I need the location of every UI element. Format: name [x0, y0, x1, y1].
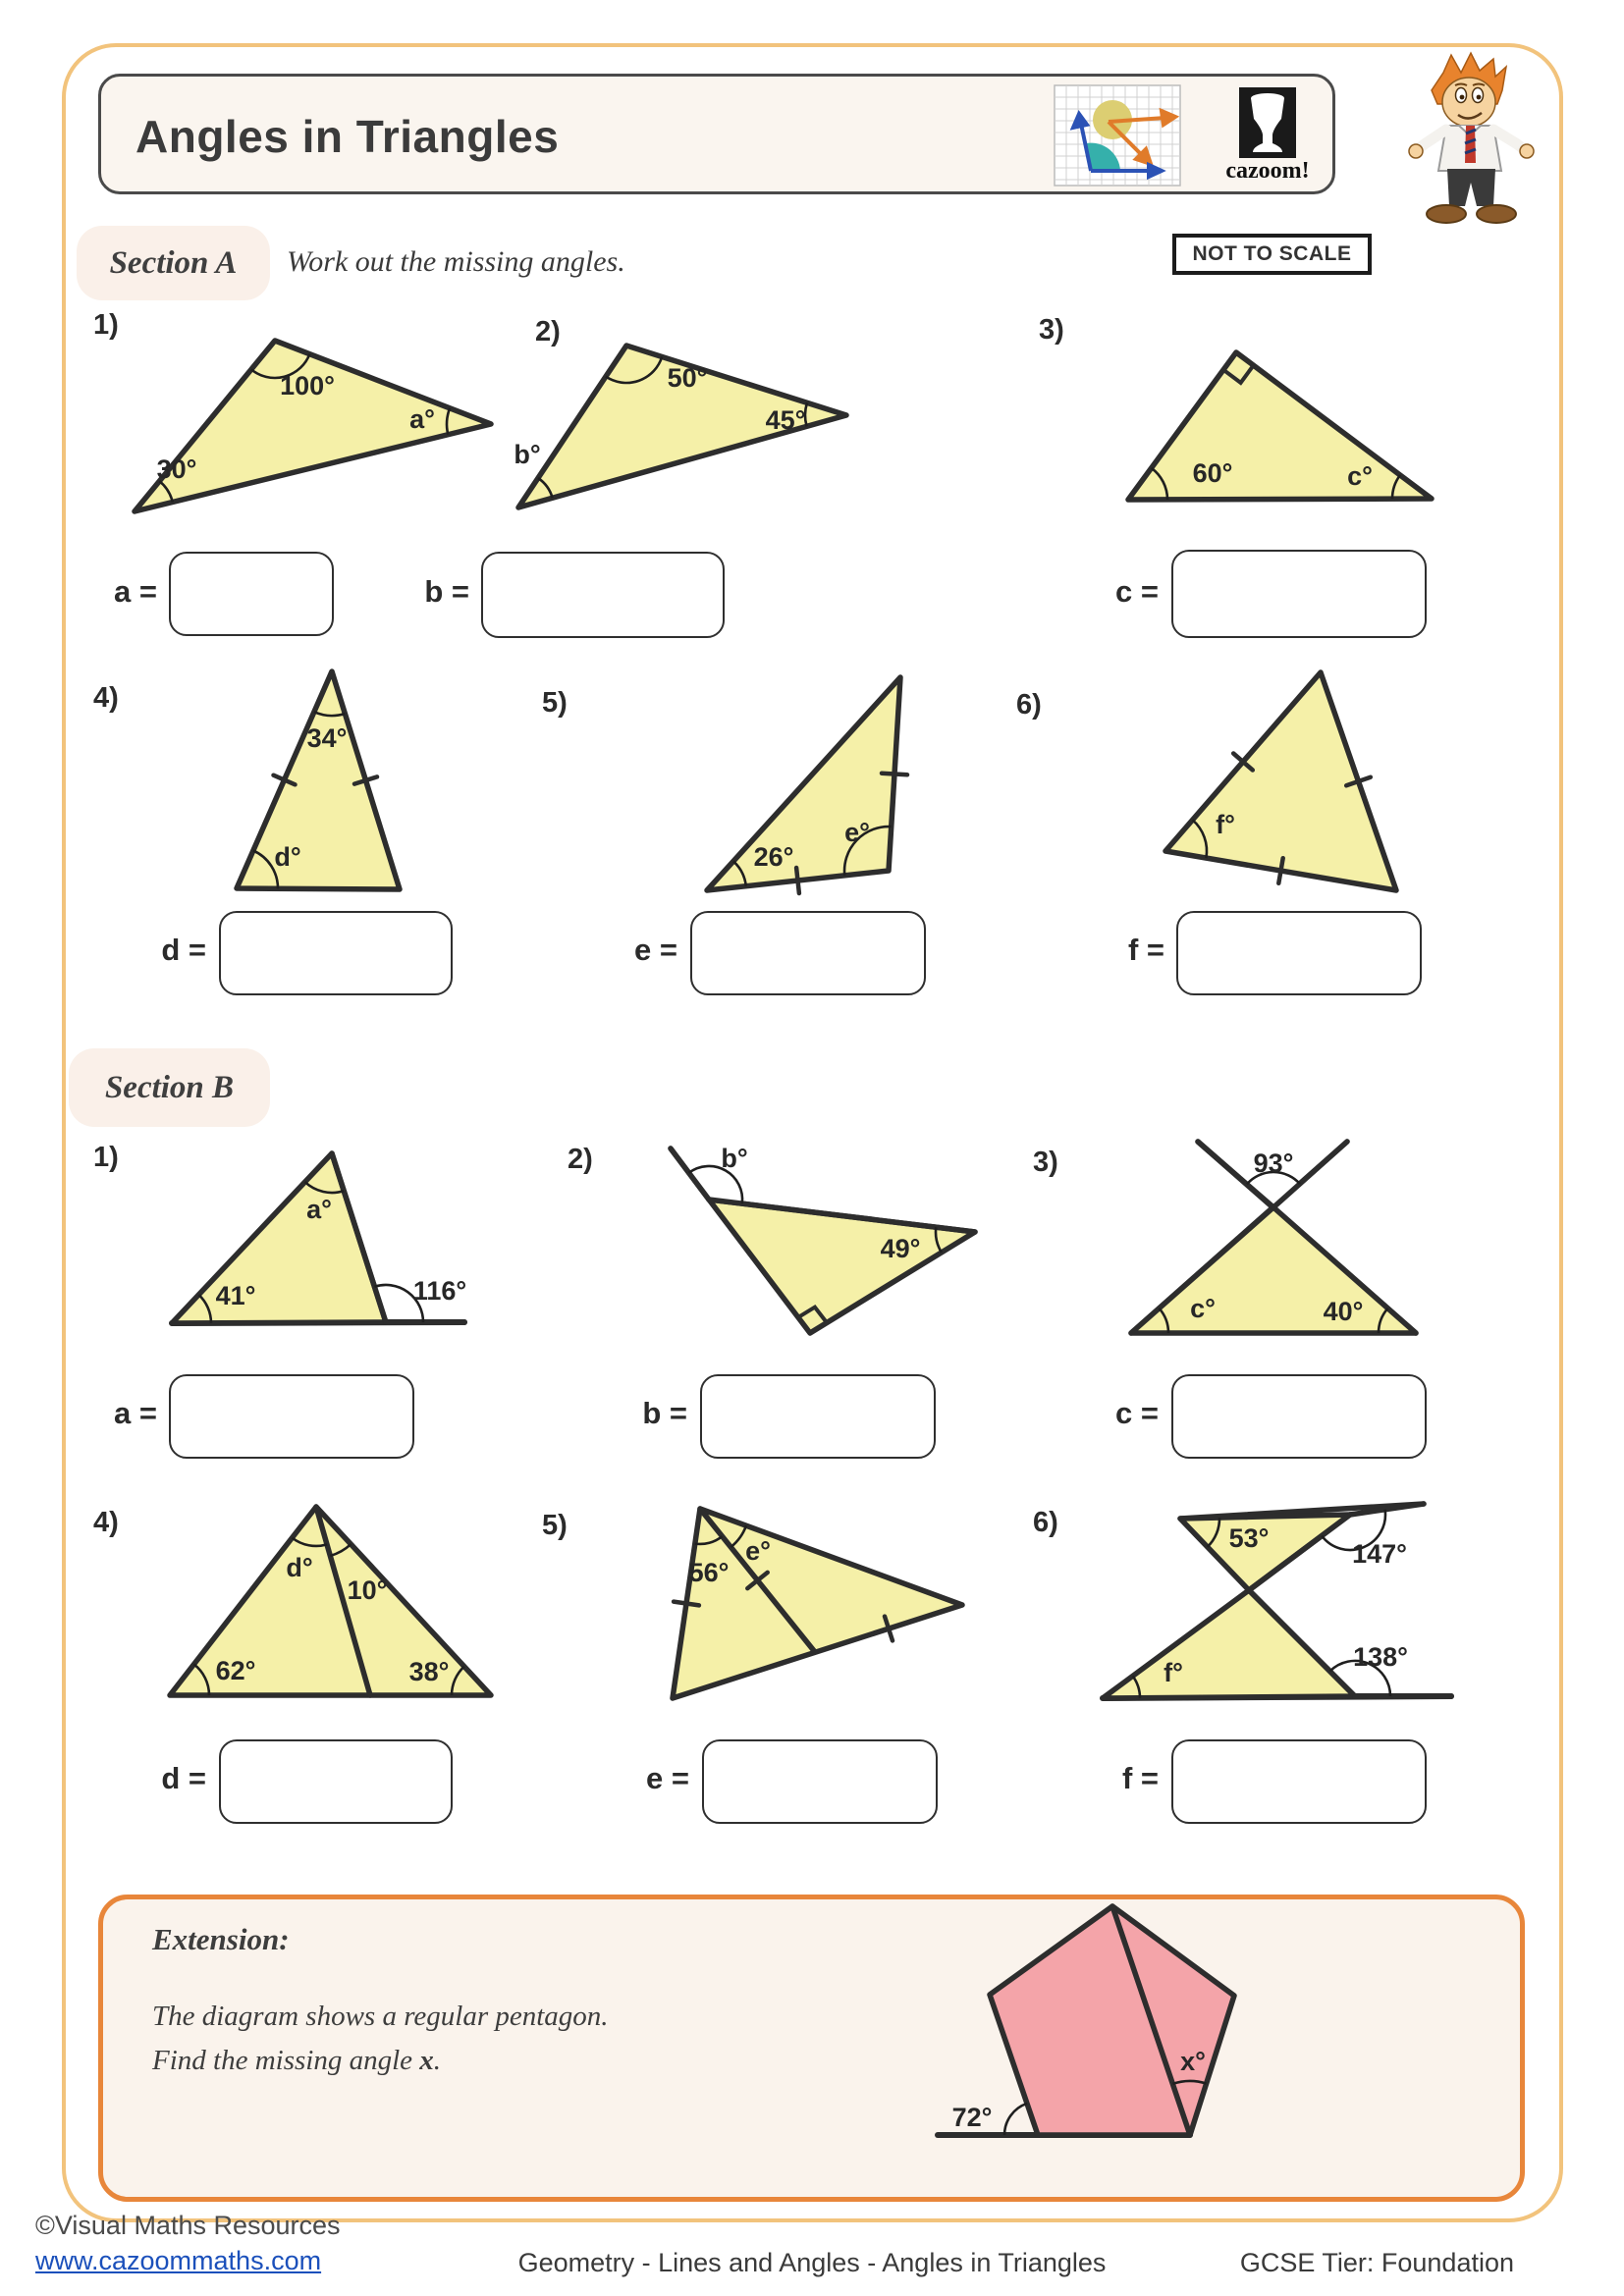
- answer-label-c: c =: [1115, 574, 1159, 609]
- answer-box-b[interactable]: [481, 552, 725, 638]
- answer-box-b[interactable]: [700, 1374, 936, 1459]
- answer-box-a[interactable]: [169, 1374, 414, 1459]
- answer-label-d: d =: [161, 933, 206, 967]
- footer-website-link[interactable]: www.cazoommaths.com: [35, 2246, 322, 2275]
- angle-label: e°: [745, 1536, 771, 1566]
- footer-tier: GCSE Tier: Foundation: [1239, 2248, 1514, 2277]
- angle-label: e°: [844, 818, 870, 847]
- angle-label: d°: [286, 1553, 313, 1582]
- angle-label: c°: [1190, 1294, 1216, 1323]
- answer-box-c[interactable]: [1171, 550, 1427, 638]
- answer-box-d[interactable]: [219, 1739, 453, 1824]
- angle-label: 56°: [688, 1558, 730, 1587]
- angle-label: 10°: [347, 1575, 388, 1605]
- question-number-a6: 6): [1016, 689, 1042, 721]
- angle-label: 45°: [765, 405, 806, 435]
- angle-label: 50°: [667, 363, 708, 393]
- triangle-figure-b4: [147, 1487, 520, 1718]
- angle-label: c°: [1347, 461, 1373, 491]
- answer-box-d[interactable]: [219, 911, 453, 995]
- angle-label: 38°: [408, 1657, 450, 1686]
- pentagon-figure: [913, 1885, 1267, 2160]
- angle-label: 93°: [1253, 1148, 1294, 1178]
- answer-label-f: f =: [1127, 933, 1164, 967]
- angle-label: 40°: [1323, 1297, 1364, 1326]
- angle-label: 34°: [306, 723, 348, 753]
- answer-box-c[interactable]: [1171, 1374, 1427, 1459]
- angle-label: 72°: [951, 2103, 993, 2132]
- question-number-b4: 4): [93, 1507, 119, 1538]
- question-number-b6: 6): [1033, 1507, 1058, 1538]
- angle-label: b°: [514, 440, 541, 469]
- angle-label: 30°: [156, 454, 197, 484]
- question-number-a1: 1): [93, 309, 119, 341]
- question-number-b5: 5): [542, 1510, 568, 1541]
- answer-label-e: e =: [646, 1761, 689, 1795]
- angle-label: b°: [721, 1144, 748, 1173]
- cazoom-logo: [1213, 83, 1326, 182]
- question-number-a2: 2): [535, 316, 561, 347]
- question-number-b2: 2): [568, 1144, 593, 1175]
- answer-label-a: a =: [114, 574, 157, 609]
- answer-box-f[interactable]: [1171, 1739, 1427, 1824]
- answer-label-d: d =: [161, 1761, 206, 1795]
- cartoon-character: [1402, 51, 1544, 242]
- triangle-figure-a5: [687, 658, 923, 903]
- answer-label-b: b =: [642, 1396, 687, 1430]
- section-b-label: Section B: [104, 1069, 235, 1105]
- angle-label: x°: [1180, 2047, 1206, 2076]
- angle-label: 62°: [215, 1656, 256, 1685]
- triangle-figure-a1: [88, 324, 520, 530]
- cazoom-logo-text: cazoom!: [1225, 158, 1310, 182]
- angle-label: 138°: [1353, 1642, 1408, 1672]
- triangle-figure-b3: [1100, 1119, 1453, 1355]
- section-a-instruction: Work out the missing angles.: [287, 245, 625, 278]
- angle-label: d°: [274, 842, 301, 872]
- question-number-b1: 1): [93, 1142, 119, 1173]
- angle-label: 49°: [880, 1234, 921, 1263]
- angle-label: 147°: [1352, 1539, 1407, 1569]
- triangle-figure-a2: [491, 329, 874, 525]
- angle-label: f°: [1216, 810, 1235, 839]
- extension-heading: Extension:: [152, 1922, 290, 1956]
- triangle-figure-b5: [648, 1487, 992, 1718]
- angle-label: 41°: [215, 1281, 256, 1310]
- extension-line1: The diagram shows a regular pentagon.: [152, 2001, 609, 2032]
- answer-label-b: b =: [424, 574, 469, 609]
- triangle-figure-b6: [1080, 1482, 1473, 1718]
- section-a-label: Section A: [109, 244, 238, 281]
- footer-topic: Geometry - Lines and Angles - Angles in Triangles: [517, 2248, 1107, 2277]
- extension-line2: Find the missing angle x.: [152, 2045, 442, 2076]
- angle-label: 100°: [280, 371, 335, 400]
- question-number-a4: 4): [93, 682, 119, 714]
- not-to-scale-badge: NOT TO SCALE: [1172, 234, 1372, 275]
- footer-copyright: ©Visual Maths Resources: [35, 2211, 341, 2240]
- answer-label-a: a =: [114, 1396, 157, 1430]
- angle-label: 60°: [1192, 458, 1233, 488]
- question-number-b3: 3): [1033, 1147, 1058, 1178]
- answer-label-e: e =: [634, 933, 677, 967]
- triangle-figure-a4: [216, 653, 442, 898]
- angle-label: 53°: [1228, 1523, 1270, 1553]
- angles-graphic-icon: [1054, 84, 1181, 187]
- answer-box-e[interactable]: [702, 1739, 938, 1824]
- answer-box-a[interactable]: [169, 552, 334, 636]
- answer-label-f: f =: [1121, 1761, 1159, 1795]
- angle-label: a°: [409, 404, 435, 434]
- question-number-a3: 3): [1039, 314, 1064, 346]
- angle-label: 26°: [753, 842, 794, 872]
- answer-box-e[interactable]: [690, 911, 926, 995]
- section-a-pill: [77, 226, 270, 300]
- angle-label: 116°: [412, 1276, 467, 1306]
- answer-label-c: c =: [1115, 1396, 1159, 1430]
- triangle-figure-a6: [1139, 648, 1424, 903]
- extension-text: [152, 1995, 609, 2083]
- triangle-figure-a3: [1110, 339, 1453, 515]
- triangle-figure-b1: [147, 1129, 491, 1345]
- angle-label: f°: [1164, 1658, 1183, 1687]
- triangle-figure-b2: [638, 1124, 1001, 1355]
- answer-box-f[interactable]: [1176, 911, 1422, 995]
- question-number-a5: 5): [542, 687, 568, 719]
- angle-label: a°: [306, 1195, 332, 1224]
- page-title: Angles in Triangles: [135, 111, 560, 162]
- section-b-pill: [69, 1048, 270, 1127]
